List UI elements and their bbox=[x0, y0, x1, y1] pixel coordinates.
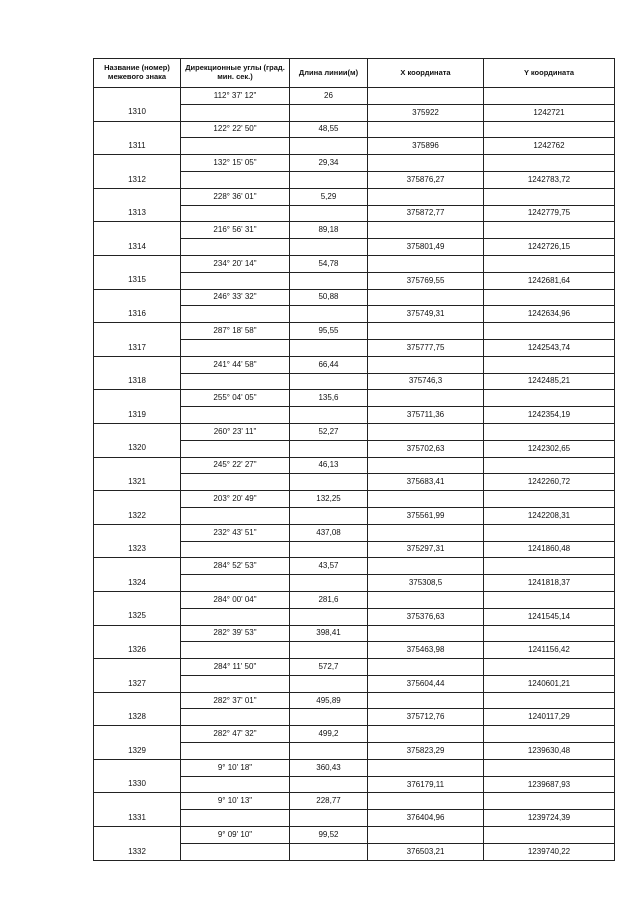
x-cell bbox=[368, 423, 484, 440]
y-cell bbox=[484, 558, 615, 575]
length-cell bbox=[290, 507, 368, 524]
length-cell bbox=[290, 239, 368, 256]
y-cell bbox=[484, 659, 615, 676]
y-cell: 1240117,29 bbox=[484, 709, 615, 726]
point-name-cell bbox=[94, 457, 181, 474]
length-cell: 99,52 bbox=[290, 827, 368, 844]
angle-cell: 260° 23' 11" bbox=[181, 423, 290, 440]
y-cell: 1239630,48 bbox=[484, 743, 615, 760]
y-cell: 1239724,39 bbox=[484, 810, 615, 827]
point-name-cell: 1314 bbox=[94, 239, 181, 256]
table-row bbox=[94, 457, 615, 474]
point-name-cell bbox=[94, 692, 181, 709]
table-row bbox=[94, 239, 615, 256]
y-cell bbox=[484, 457, 615, 474]
table-row bbox=[94, 507, 615, 524]
table-row bbox=[94, 356, 615, 373]
point-name-cell bbox=[94, 591, 181, 608]
angle-cell bbox=[181, 373, 290, 390]
table-row bbox=[94, 575, 615, 592]
point-name-cell bbox=[94, 524, 181, 541]
angle-cell bbox=[181, 743, 290, 760]
length-cell: 89,18 bbox=[290, 222, 368, 239]
y-cell: 1240601,21 bbox=[484, 675, 615, 692]
x-cell: 375777,75 bbox=[368, 339, 484, 356]
point-name-cell bbox=[94, 558, 181, 575]
angle-cell bbox=[181, 104, 290, 121]
y-cell bbox=[484, 188, 615, 205]
y-cell: 1241156,42 bbox=[484, 642, 615, 659]
x-cell bbox=[368, 558, 484, 575]
angle-cell: 234° 20' 14" bbox=[181, 255, 290, 272]
y-cell bbox=[484, 491, 615, 508]
length-cell: 360,43 bbox=[290, 759, 368, 776]
angle-cell bbox=[181, 440, 290, 457]
point-name-cell: 1319 bbox=[94, 407, 181, 424]
table-row bbox=[94, 474, 615, 491]
length-cell bbox=[290, 104, 368, 121]
angle-cell bbox=[181, 474, 290, 491]
point-name-cell: 1327 bbox=[94, 675, 181, 692]
angle-cell bbox=[181, 541, 290, 558]
point-name-cell bbox=[94, 491, 181, 508]
length-cell bbox=[290, 743, 368, 760]
table-row bbox=[94, 88, 615, 105]
point-name-cell: 1328 bbox=[94, 709, 181, 726]
point-name-cell: 1315 bbox=[94, 272, 181, 289]
angle-cell bbox=[181, 776, 290, 793]
length-cell bbox=[290, 306, 368, 323]
y-cell: 1241818,37 bbox=[484, 575, 615, 592]
table-row bbox=[94, 155, 615, 172]
angle-cell bbox=[181, 205, 290, 222]
angle-cell bbox=[181, 239, 290, 256]
table-row bbox=[94, 491, 615, 508]
table-row bbox=[94, 776, 615, 793]
x-cell bbox=[368, 726, 484, 743]
angle-cell bbox=[181, 575, 290, 592]
length-cell bbox=[290, 608, 368, 625]
length-cell bbox=[290, 675, 368, 692]
table-row bbox=[94, 440, 615, 457]
length-cell: 66,44 bbox=[290, 356, 368, 373]
table-row bbox=[94, 625, 615, 642]
length-cell: 48,55 bbox=[290, 121, 368, 138]
x-cell bbox=[368, 793, 484, 810]
x-cell bbox=[368, 625, 484, 642]
angle-cell bbox=[181, 642, 290, 659]
x-cell bbox=[368, 121, 484, 138]
point-name-cell: 1313 bbox=[94, 205, 181, 222]
header-angles: Дирекционные углы (град. мин. сек.) bbox=[181, 59, 290, 88]
table-row bbox=[94, 558, 615, 575]
point-name-cell: 1317 bbox=[94, 339, 181, 356]
table-row bbox=[94, 222, 615, 239]
length-cell: 437,08 bbox=[290, 524, 368, 541]
angle-cell bbox=[181, 843, 290, 860]
point-name-cell: 1322 bbox=[94, 507, 181, 524]
x-cell bbox=[368, 188, 484, 205]
table-row bbox=[94, 407, 615, 424]
y-cell bbox=[484, 423, 615, 440]
point-name-cell bbox=[94, 356, 181, 373]
point-name-cell: 1316 bbox=[94, 306, 181, 323]
y-cell: 1242681,64 bbox=[484, 272, 615, 289]
angle-cell bbox=[181, 608, 290, 625]
angle-cell bbox=[181, 507, 290, 524]
table-row bbox=[94, 289, 615, 306]
header-name: Название (номер) межевого знака bbox=[94, 59, 181, 88]
point-name-cell: 1331 bbox=[94, 810, 181, 827]
x-cell: 376503,21 bbox=[368, 843, 484, 860]
y-cell: 1242485,21 bbox=[484, 373, 615, 390]
y-cell bbox=[484, 827, 615, 844]
y-cell: 1242354,19 bbox=[484, 407, 615, 424]
length-cell bbox=[290, 642, 368, 659]
angle-cell: 282° 39' 53" bbox=[181, 625, 290, 642]
length-cell: 29,34 bbox=[290, 155, 368, 172]
x-cell bbox=[368, 457, 484, 474]
point-name-cell: 1330 bbox=[94, 776, 181, 793]
point-name-cell: 1320 bbox=[94, 440, 181, 457]
point-name-cell bbox=[94, 390, 181, 407]
length-cell: 50,88 bbox=[290, 289, 368, 306]
angle-cell bbox=[181, 709, 290, 726]
point-name-cell: 1310 bbox=[94, 104, 181, 121]
table-row bbox=[94, 205, 615, 222]
x-cell bbox=[368, 659, 484, 676]
y-cell: 1239740,22 bbox=[484, 843, 615, 860]
angle-cell: 284° 52' 53" bbox=[181, 558, 290, 575]
x-cell: 375712,76 bbox=[368, 709, 484, 726]
length-cell: 95,55 bbox=[290, 323, 368, 340]
table-row bbox=[94, 188, 615, 205]
header-length: Длина линии(м) bbox=[290, 59, 368, 88]
point-name-cell bbox=[94, 255, 181, 272]
angle-cell: 203° 20' 49" bbox=[181, 491, 290, 508]
x-cell: 375297,31 bbox=[368, 541, 484, 558]
table-row bbox=[94, 541, 615, 558]
table-row bbox=[94, 138, 615, 155]
length-cell bbox=[290, 339, 368, 356]
x-cell: 375801,49 bbox=[368, 239, 484, 256]
y-cell bbox=[484, 759, 615, 776]
point-name-cell bbox=[94, 222, 181, 239]
y-cell bbox=[484, 121, 615, 138]
length-cell: 499,2 bbox=[290, 726, 368, 743]
y-cell bbox=[484, 323, 615, 340]
angle-cell bbox=[181, 171, 290, 188]
angle-cell: 282° 37' 01" bbox=[181, 692, 290, 709]
point-name-cell bbox=[94, 423, 181, 440]
angle-cell: 245° 22' 27" bbox=[181, 457, 290, 474]
length-cell: 495,89 bbox=[290, 692, 368, 709]
table-row bbox=[94, 373, 615, 390]
point-name-cell bbox=[94, 121, 181, 138]
y-cell: 1242208,31 bbox=[484, 507, 615, 524]
header-y: Y координата bbox=[484, 59, 615, 88]
x-cell: 375823,29 bbox=[368, 743, 484, 760]
angle-cell: 9° 10' 13" bbox=[181, 793, 290, 810]
point-name-cell bbox=[94, 188, 181, 205]
table-row bbox=[94, 659, 615, 676]
y-cell: 1242783,72 bbox=[484, 171, 615, 188]
x-cell: 375711,36 bbox=[368, 407, 484, 424]
header-x: X координата bbox=[368, 59, 484, 88]
table-row bbox=[94, 692, 615, 709]
table-row bbox=[94, 843, 615, 860]
length-cell bbox=[290, 474, 368, 491]
y-cell bbox=[484, 692, 615, 709]
y-cell bbox=[484, 356, 615, 373]
y-cell: 1241545,14 bbox=[484, 608, 615, 625]
table-row bbox=[94, 272, 615, 289]
table-row bbox=[94, 793, 615, 810]
y-cell bbox=[484, 591, 615, 608]
length-cell: 135,6 bbox=[290, 390, 368, 407]
point-name-cell bbox=[94, 759, 181, 776]
table-row bbox=[94, 524, 615, 541]
y-cell bbox=[484, 289, 615, 306]
angle-cell bbox=[181, 272, 290, 289]
table-row bbox=[94, 810, 615, 827]
x-cell bbox=[368, 222, 484, 239]
x-cell: 375463,98 bbox=[368, 642, 484, 659]
angle-cell: 228° 36' 01" bbox=[181, 188, 290, 205]
angle-cell: 232° 43' 51" bbox=[181, 524, 290, 541]
y-cell bbox=[484, 625, 615, 642]
y-cell bbox=[484, 222, 615, 239]
length-cell: 26 bbox=[290, 88, 368, 105]
length-cell: 132,25 bbox=[290, 491, 368, 508]
y-cell: 1242302,65 bbox=[484, 440, 615, 457]
length-cell bbox=[290, 810, 368, 827]
x-cell: 375922 bbox=[368, 104, 484, 121]
angle-cell: 284° 00' 04" bbox=[181, 591, 290, 608]
x-cell bbox=[368, 591, 484, 608]
length-cell: 54,78 bbox=[290, 255, 368, 272]
x-cell: 375769,55 bbox=[368, 272, 484, 289]
x-cell: 375872,77 bbox=[368, 205, 484, 222]
angle-cell bbox=[181, 407, 290, 424]
angle-cell: 216° 56' 31" bbox=[181, 222, 290, 239]
y-cell bbox=[484, 390, 615, 407]
length-cell bbox=[290, 541, 368, 558]
point-name-cell: 1332 bbox=[94, 843, 181, 860]
y-cell: 1242779,75 bbox=[484, 205, 615, 222]
angle-cell bbox=[181, 306, 290, 323]
x-cell bbox=[368, 255, 484, 272]
length-cell: 228,77 bbox=[290, 793, 368, 810]
angle-cell: 246° 33' 32" bbox=[181, 289, 290, 306]
table-row bbox=[94, 608, 615, 625]
table-row bbox=[94, 306, 615, 323]
y-cell bbox=[484, 726, 615, 743]
length-cell bbox=[290, 776, 368, 793]
length-cell bbox=[290, 575, 368, 592]
angle-cell: 9° 10' 18" bbox=[181, 759, 290, 776]
table-row bbox=[94, 339, 615, 356]
point-name-cell bbox=[94, 289, 181, 306]
table-row bbox=[94, 423, 615, 440]
table-row bbox=[94, 827, 615, 844]
x-cell: 375896 bbox=[368, 138, 484, 155]
x-cell bbox=[368, 524, 484, 541]
point-name-cell: 1326 bbox=[94, 642, 181, 659]
boundary-coordinates-table bbox=[93, 58, 615, 861]
table-row bbox=[94, 121, 615, 138]
length-cell bbox=[290, 373, 368, 390]
x-cell bbox=[368, 88, 484, 105]
table-row bbox=[94, 390, 615, 407]
table-row bbox=[94, 726, 615, 743]
y-cell bbox=[484, 155, 615, 172]
x-cell bbox=[368, 323, 484, 340]
angle-cell bbox=[181, 810, 290, 827]
angle-cell: 284° 11' 50" bbox=[181, 659, 290, 676]
y-cell: 1242543,74 bbox=[484, 339, 615, 356]
point-name-cell: 1323 bbox=[94, 541, 181, 558]
x-cell bbox=[368, 356, 484, 373]
y-cell bbox=[484, 524, 615, 541]
angle-cell: 282° 47' 32" bbox=[181, 726, 290, 743]
x-cell: 375746,3 bbox=[368, 373, 484, 390]
x-cell: 376179,11 bbox=[368, 776, 484, 793]
length-cell: 52,27 bbox=[290, 423, 368, 440]
point-name-cell bbox=[94, 793, 181, 810]
y-cell: 1242634,96 bbox=[484, 306, 615, 323]
length-cell bbox=[290, 407, 368, 424]
table-row bbox=[94, 323, 615, 340]
point-name-cell bbox=[94, 659, 181, 676]
table-row bbox=[94, 591, 615, 608]
angle-cell bbox=[181, 339, 290, 356]
length-cell bbox=[290, 138, 368, 155]
x-cell: 376404,96 bbox=[368, 810, 484, 827]
length-cell bbox=[290, 440, 368, 457]
table-row bbox=[94, 171, 615, 188]
length-cell: 43,57 bbox=[290, 558, 368, 575]
point-name-cell bbox=[94, 323, 181, 340]
angle-cell: 287° 18' 58" bbox=[181, 323, 290, 340]
x-cell bbox=[368, 491, 484, 508]
y-cell bbox=[484, 255, 615, 272]
point-name-cell: 1329 bbox=[94, 743, 181, 760]
x-cell: 375683,41 bbox=[368, 474, 484, 491]
x-cell: 375376,63 bbox=[368, 608, 484, 625]
y-cell: 1242260,72 bbox=[484, 474, 615, 491]
y-cell: 1241860,48 bbox=[484, 541, 615, 558]
angle-cell bbox=[181, 138, 290, 155]
y-cell bbox=[484, 88, 615, 105]
x-cell bbox=[368, 155, 484, 172]
table-row bbox=[94, 104, 615, 121]
x-cell bbox=[368, 759, 484, 776]
length-cell bbox=[290, 843, 368, 860]
point-name-cell bbox=[94, 155, 181, 172]
angle-cell: 9° 09' 10" bbox=[181, 827, 290, 844]
point-name-cell: 1311 bbox=[94, 138, 181, 155]
point-name-cell bbox=[94, 88, 181, 105]
y-cell: 1242762 bbox=[484, 138, 615, 155]
x-cell bbox=[368, 289, 484, 306]
table-row bbox=[94, 743, 615, 760]
x-cell bbox=[368, 692, 484, 709]
angle-cell: 241° 44' 58" bbox=[181, 356, 290, 373]
x-cell bbox=[368, 827, 484, 844]
table-row bbox=[94, 759, 615, 776]
x-cell: 375308,5 bbox=[368, 575, 484, 592]
table-row bbox=[94, 642, 615, 659]
length-cell: 398,41 bbox=[290, 625, 368, 642]
point-name-cell: 1312 bbox=[94, 171, 181, 188]
length-cell bbox=[290, 709, 368, 726]
table-row bbox=[94, 255, 615, 272]
table-header-row bbox=[94, 59, 615, 88]
y-cell: 1242726,15 bbox=[484, 239, 615, 256]
table-row bbox=[94, 709, 615, 726]
table-row bbox=[94, 675, 615, 692]
length-cell: 5,29 bbox=[290, 188, 368, 205]
angle-cell: 132° 15' 05" bbox=[181, 155, 290, 172]
angle-cell: 122° 22' 50" bbox=[181, 121, 290, 138]
x-cell bbox=[368, 390, 484, 407]
length-cell bbox=[290, 272, 368, 289]
angle-cell bbox=[181, 675, 290, 692]
point-name-cell: 1325 bbox=[94, 608, 181, 625]
y-cell: 1239687,93 bbox=[484, 776, 615, 793]
angle-cell: 255° 04' 05" bbox=[181, 390, 290, 407]
point-name-cell: 1318 bbox=[94, 373, 181, 390]
x-cell: 375702,63 bbox=[368, 440, 484, 457]
x-cell: 375749,31 bbox=[368, 306, 484, 323]
x-cell: 375561,99 bbox=[368, 507, 484, 524]
length-cell bbox=[290, 171, 368, 188]
y-cell bbox=[484, 793, 615, 810]
length-cell: 572,7 bbox=[290, 659, 368, 676]
point-name-cell: 1321 bbox=[94, 474, 181, 491]
x-cell: 375876,27 bbox=[368, 171, 484, 188]
point-name-cell bbox=[94, 827, 181, 844]
angle-cell: 112° 37' 12" bbox=[181, 88, 290, 105]
point-name-cell bbox=[94, 726, 181, 743]
point-name-cell: 1324 bbox=[94, 575, 181, 592]
length-cell bbox=[290, 205, 368, 222]
y-cell: 1242721 bbox=[484, 104, 615, 121]
length-cell: 46,13 bbox=[290, 457, 368, 474]
x-cell: 375604,44 bbox=[368, 675, 484, 692]
point-name-cell bbox=[94, 625, 181, 642]
length-cell: 281,6 bbox=[290, 591, 368, 608]
